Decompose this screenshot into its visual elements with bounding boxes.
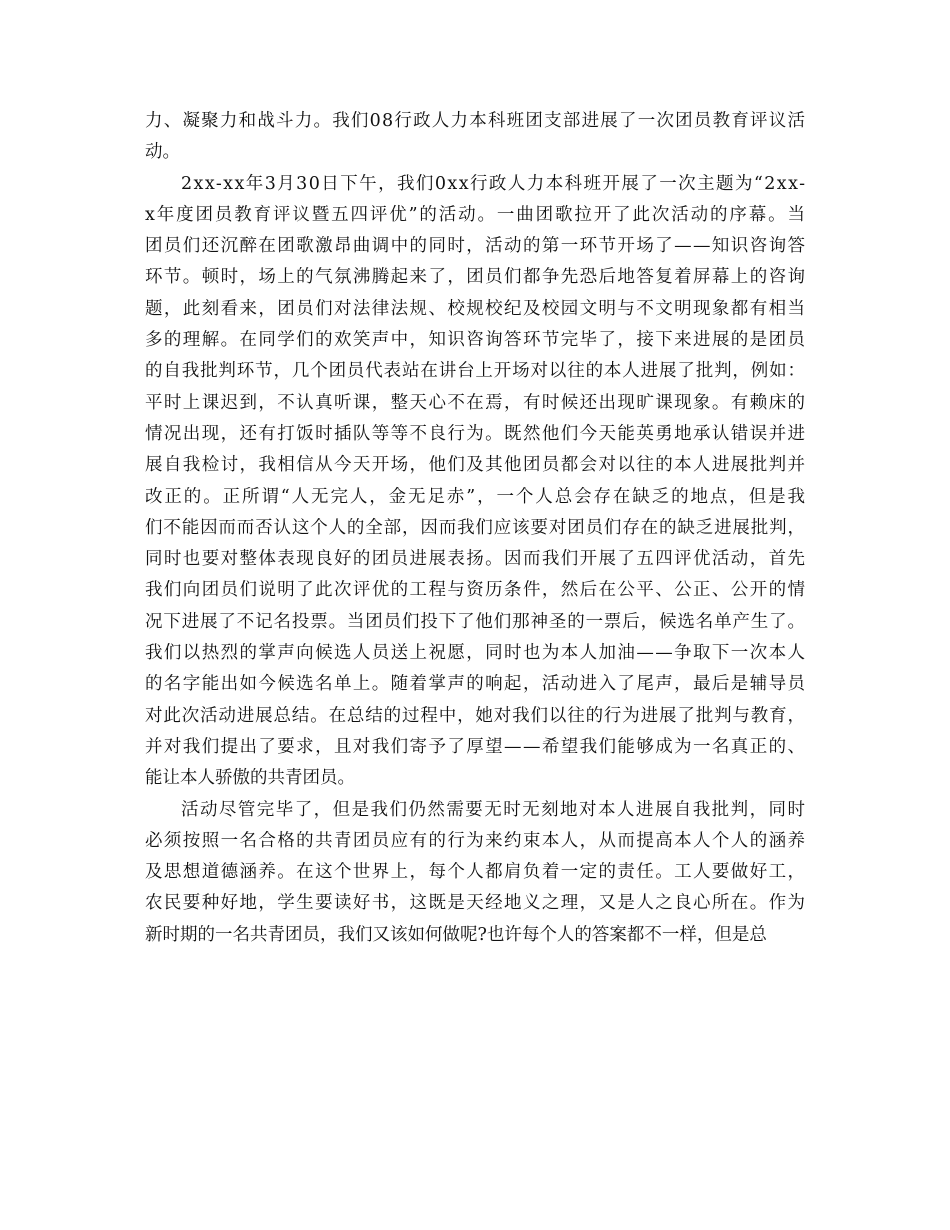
text-line: 同时也要对整体表现良好的团员进展表扬。因而我们开展了五四评优活动，首先 [145, 549, 807, 570]
text-line: 活动尽管完毕了，但是我们仍然需要无时无刻地对本人进展自我批判，同时 [181, 799, 807, 820]
text-line: 题，此刻看来，团员们对法律法规、校规校纪及校园文明与不文明现象都有相当 [145, 298, 807, 319]
text-line: 能让本人骄傲的共青团员。 [145, 768, 355, 789]
text-line: 新时期的一名共青团员，我们又该如何做呢?也许每个人的答案都不一样，但是总 [145, 924, 767, 945]
text-line: 动。 [145, 142, 180, 163]
text-line: 农民要种好地，学生要读好书，这既是天经地义之理，又是人之良心所在。作为 [145, 893, 807, 914]
text-line: 的名字能出如今候选名单上。随着掌声的响起，活动进入了尾声，最后是辅导员 [145, 674, 807, 695]
text-line: 况下进展了不记名投票。当团员们投下了他们那神圣的一票后，候选名单产生了。 [145, 611, 806, 632]
text-line: 我们向团员们说明了此次评优的工程与资历条件，然后在公平、公正、公开的情 [145, 580, 807, 601]
text-line: 的自我批判环节，几个团员代表站在讲台上开场对以往的本人进展了批判，例如： [145, 361, 806, 382]
text-line: 环节。顿时，场上的气氛沸腾起来了，团员们都争先恐后地答复着屏幕上的咨询 [145, 267, 807, 288]
document-body [145, 106, 805, 951]
text-line: x年度团员教育评议暨五四评优”的活动。一曲团歌拉开了此次活动的序幕。当 [145, 204, 807, 225]
text-line: 情况出现，还有打饭时插队等等不良行为。既然他们今天能英勇地承认错误并进 [145, 423, 807, 444]
text-line: 我们以热烈的掌声向候选人员送上祝愿，同时也为本人加油——争取下一次本人 [145, 643, 807, 664]
paragraph-1 [145, 106, 805, 169]
text-line: 团员们还沉醉在团歌激昂曲调中的同时，活动的第一环节开场了——知识咨询答 [145, 236, 807, 257]
text-line: 改正的。正所谓“人无完人，金无足赤”，一个人总会存在缺乏的地点，但是我 [145, 486, 807, 507]
text-line: 2xx-xx年3月30日下午，我们0xx行政人力本科班开展了一次主题为“2xx- [181, 173, 807, 194]
text-line: 们不能因而而否认这个人的全部，因而我们应该要对团员们存在的缺乏进展批判， [145, 517, 806, 538]
paragraph-3 [145, 795, 805, 951]
text-line: 力、凝聚力和战斗力。我们08行政人力本科班团支部进展了一次团员教育评议活 [145, 111, 807, 131]
text-line: 展自我检讨，我相信从今天开场，他们及其他团员都会对以往的本人进展批判并 [145, 455, 807, 476]
text-line: 并对我们提出了要求，且对我们寄予了厚望——希望我们能够成为一名真正的、 [145, 736, 807, 757]
text-line: 及思想道德涵养。在这个世界上，每个人都肩负着一定的责任。工人要做好工， [145, 862, 807, 883]
text-line: 平时上课迟到，不认真听课，整天心不在焉，有时候还出现旷课现象。有赖床的 [145, 392, 807, 413]
text-line: 必须按照一名合格的共青团员应有的行为来约束本人，从而提高本人个人的涵养 [145, 830, 807, 851]
text-line: 多的理解。在同学们的欢笑声中，知识咨询答环节完毕了，接下来进展的是团员 [145, 330, 807, 351]
text-line: 对此次活动进展总结。在总结的过程中，她对我们以往的行为进展了批判与教育， [145, 705, 806, 726]
paragraph-2 [145, 169, 805, 795]
